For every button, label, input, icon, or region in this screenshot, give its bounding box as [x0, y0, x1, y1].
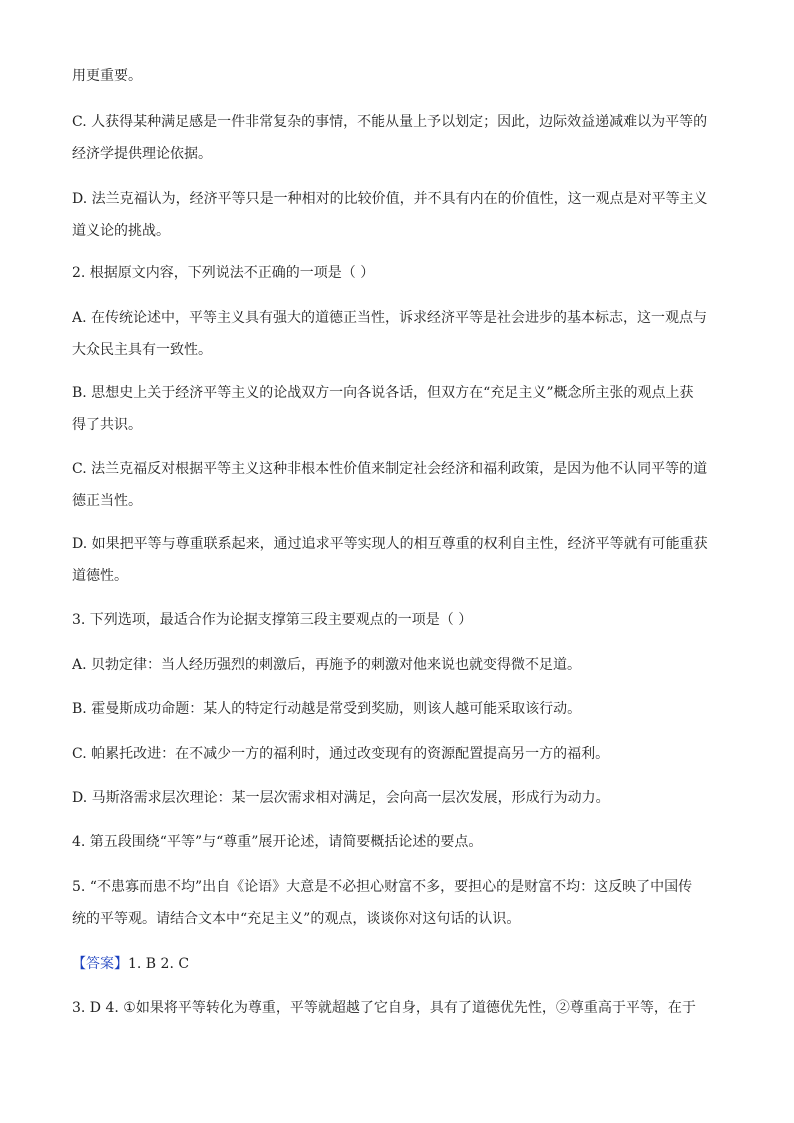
text-line: B. 霍曼斯成功命题：某人的特定行动越是常受到奖励，则该人越可能采取该行动。: [72, 701, 582, 717]
text-line: C. 帕累托改进：在不减少一方的福利时，通过改变现有的资源配置提高另一方的福利。: [72, 746, 610, 762]
text-line: 用更重要。: [72, 68, 142, 84]
text-line: 3. D 4. ①如果将平等转化为尊重，平等就超越了它自身，具有了道德优先性，②尊重高于平等，在于: [72, 1000, 696, 1016]
text-line: 2. 根据原文内容，下列说法不正确的一项是（ ）: [72, 265, 375, 281]
answer-tag: 【答案】: [72, 956, 128, 972]
answer-text: [72, 955, 724, 973]
answer-line-1: [72, 955, 724, 973]
option-a-3: [72, 656, 724, 674]
option-b-2: [72, 384, 724, 434]
text-line: 道德性。: [72, 568, 128, 584]
answer-values: 1. B 2. C: [128, 956, 190, 972]
text-line: D. 如果把平等与尊重联系起来，通过追求平等实现人的相互尊重的权利自主性，经济平等就有可能重获: [72, 536, 708, 552]
question-3: [72, 611, 724, 629]
question-4: [72, 833, 724, 851]
text-line: 经济学提供理论依据。: [72, 146, 212, 162]
paragraph-0: [72, 67, 724, 85]
option-c-1: [72, 113, 724, 163]
option-c-2: [72, 460, 724, 510]
text-line: C. 人获得某种满足感是一件非常复杂的事情，不能从量上予以划定；因此，边际效益递减难以为平等的: [72, 114, 708, 130]
question-5: [72, 878, 724, 928]
text-line: 得了共识。: [72, 417, 142, 433]
text-line: 5. “不患寡而患不均”出自《论语》大意是不必担心财富不多，要担心的是财富不均：这反映了中国传: [72, 879, 693, 895]
text-line: 统的平等观。请结合文本中“充足主义”的观点，谈谈你对这句话的认识。: [72, 911, 521, 927]
option-c-3: [72, 745, 724, 763]
text-line: A. 在传统论述中，平等主义具有强大的道德正当性，诉求经济平等是社会进步的基本标志，这一观点与: [72, 310, 708, 326]
text-line: D. 法兰克福认为，经济平等只是一种相对的比较价值，并不具有内在的价值性，这一观点是对平等主义: [72, 191, 708, 207]
question-2: [72, 264, 724, 282]
option-d-1: [72, 190, 724, 240]
text-line: D. 马斯洛需求层次理论：某一层次需求相对满足，会向高一层次发展，形成行为动力。: [72, 790, 610, 806]
text-line: B. 思想史上关于经济平等主义的论战双方一向各说各话，但双方在“充足主义”概念所主张的观点上获: [72, 385, 694, 401]
text-line: C. 法兰克福反对根据平等主义这种非根本性价值来制定社会经济和福利政策，是因为他不认同平等的道: [72, 461, 708, 477]
option-a-2: [72, 309, 724, 359]
text-line: 3. 下列选项，最适合作为论据支撑第三段主要观点的一项是（ ）: [72, 612, 473, 628]
option-d-2: [72, 535, 724, 585]
text-line: A. 贝勃定律：当人经历强烈的刺激后，再施予的刺激对他来说也就变得微不足道。: [72, 657, 582, 673]
text-line: 道义论的挑战。: [72, 223, 170, 239]
text-line: 大众民主具有一致性。: [72, 342, 212, 358]
text-line: 德正当性。: [72, 493, 142, 509]
text-line: 4. 第五段围绕“平等”与“尊重”展开论述，请简要概括论述的要点。: [72, 834, 483, 850]
option-b-3: [72, 700, 724, 718]
option-d-3: [72, 789, 724, 807]
answer-line-2: [72, 999, 724, 1017]
